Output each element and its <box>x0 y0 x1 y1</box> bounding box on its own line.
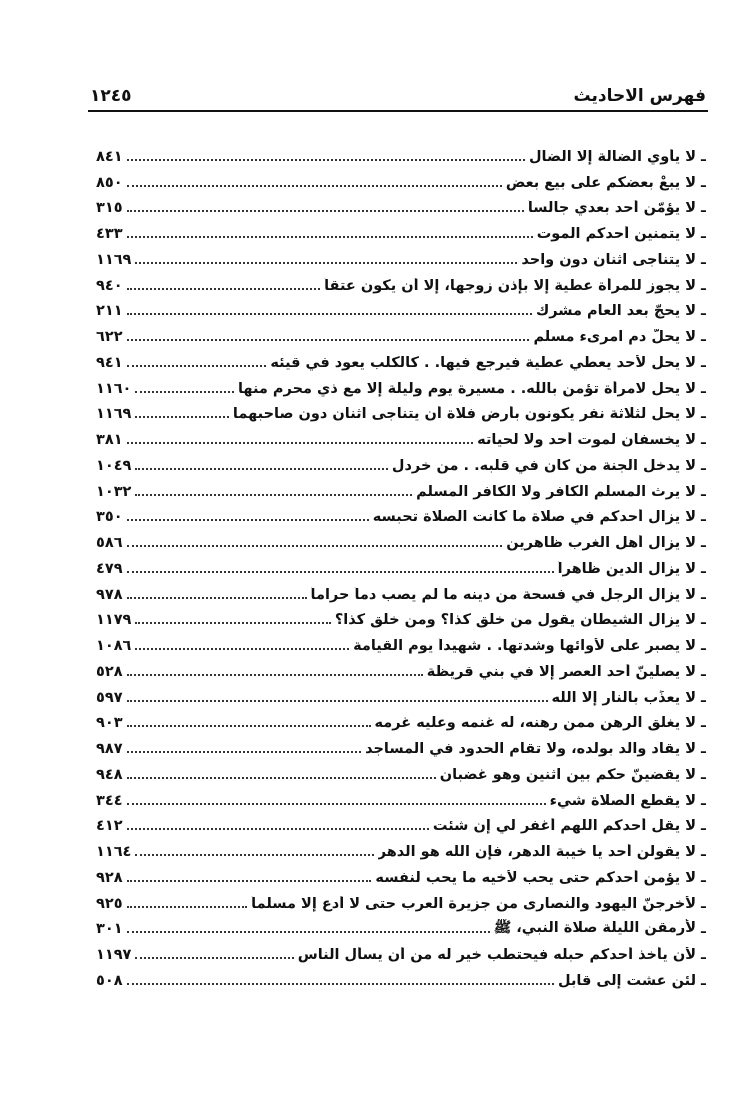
page-reference: ١١٩٧ <box>96 947 132 964</box>
page-reference: ٣١٥ <box>96 200 123 217</box>
list-item <box>96 891 706 917</box>
list-item <box>96 711 706 737</box>
hadith-text: لا يقولن أحد يا خيبة الدهر، فإن الله هو الدهر <box>377 844 697 861</box>
entry-dash: ـ <box>701 921 706 938</box>
hadith-text: لا يحل لثلاثة نفر يكونون بأرض فلاة أن يتناجى اثنان دون صاحبهما <box>232 406 697 423</box>
hadith-text: لأرمقن الليلة صلاة النبي، ﷺ <box>493 919 697 936</box>
hadith-text: لا يزال أحدكم في صلاة ما كانت الصلاة تحبسه <box>372 509 697 526</box>
page-reference: ١١٦٩ <box>96 251 132 268</box>
list-item <box>96 479 706 505</box>
dot-leader <box>135 854 373 856</box>
dot-leader <box>127 880 372 882</box>
dot-leader <box>127 185 502 187</box>
dot-leader <box>127 339 530 341</box>
page-reference: ٣٠١ <box>96 921 123 938</box>
dot-leader <box>127 236 533 238</box>
entry-dash: ـ <box>701 818 706 835</box>
dot-leader <box>127 597 307 599</box>
dot-leader <box>127 931 490 933</box>
entry-dash: ـ <box>701 792 706 809</box>
list-item <box>96 453 706 479</box>
dot-leader <box>127 288 321 290</box>
dot-leader <box>127 803 546 805</box>
dot-leader <box>127 906 248 908</box>
entry-dash: ـ <box>701 844 706 861</box>
page-reference: ٥٩٧ <box>96 689 123 706</box>
page-reference: ٩٤١ <box>96 354 123 371</box>
entry-dash: ـ <box>701 638 706 655</box>
dot-leader <box>127 313 532 315</box>
page-number: ١٢٤٥ <box>90 86 132 106</box>
page-reference: ٥٨٦ <box>96 535 123 552</box>
entry-dash: ـ <box>701 689 706 706</box>
list-item <box>96 685 706 711</box>
page-reference: ٩٤٠ <box>96 277 123 294</box>
page-reference: ٣٤٤ <box>96 792 123 809</box>
list-item <box>96 788 706 814</box>
dot-leader <box>135 648 349 650</box>
dot-leader <box>127 751 362 753</box>
page-reference: ٣٥٠ <box>96 509 123 526</box>
dot-leader <box>127 545 503 547</box>
list-item <box>96 736 706 762</box>
hadith-text: لا يقل أحدكم اللهم أغفر لي إن شئت <box>432 818 697 835</box>
page-reference: ٨٤١ <box>96 148 123 165</box>
hadith-text: لا يتناجى اثنان دون واحد <box>521 251 697 268</box>
hadith-text: لا يزال الدين ظاهراً <box>557 560 697 577</box>
list-item <box>96 299 706 325</box>
dot-leader <box>135 391 234 393</box>
entry-dash: ـ <box>701 560 706 577</box>
hadith-text: لئن عشت إلى قابل <box>558 972 697 989</box>
list-item <box>96 839 706 865</box>
entry-dash: ـ <box>701 329 706 346</box>
hadith-text: لا يخسفان لموت أحد ولا لحياته <box>477 432 697 449</box>
list-item <box>96 196 706 222</box>
dot-leader <box>127 571 554 573</box>
list-item <box>96 582 706 608</box>
hadith-text: لا يزال الشيطان يقول من خلق كذا؟ ومن خلق كذا؟ <box>334 612 697 629</box>
list-item <box>96 865 706 891</box>
page-reference: ٤١٢ <box>96 818 123 835</box>
page-reference: ٥٢٨ <box>96 663 123 680</box>
entry-dash: ـ <box>701 586 706 603</box>
entry-dash: ـ <box>701 483 706 500</box>
page-reference: ٩٤٨ <box>96 766 123 783</box>
page-reference: ٢١١ <box>96 303 123 320</box>
hadith-text: لا يصبر على لأوائها وشدتها. . شهيداً يوم القيامة <box>353 638 697 655</box>
entry-dash: ـ <box>701 457 706 474</box>
hadith-text: لا يدخل الجنة من كان في قلبه. . من خردل <box>391 457 697 474</box>
entry-dash: ـ <box>701 663 706 680</box>
page-reference: ٩٢٨ <box>96 869 123 886</box>
entry-dash: ـ <box>701 509 706 526</box>
hadith-text: لا يحجّ بعد العام مشرك <box>535 303 697 320</box>
hadith-text: لا يحل لامرأة تؤمن بالله. . مسيرة يوم وليلة إلا مع ذي محرم منها <box>237 380 697 397</box>
list-item <box>96 247 706 273</box>
list-item <box>96 505 706 531</box>
dot-leader <box>135 494 412 496</box>
list-item <box>96 814 706 840</box>
dot-leader <box>127 777 436 779</box>
list-item <box>96 968 706 994</box>
page-title: فهرس الاحاديث <box>573 86 706 106</box>
hadith-text: لا يقاد والد بولده، ولا تقام الحدود في المساجد <box>365 741 697 758</box>
entry-dash: ـ <box>701 380 706 397</box>
dot-leader <box>127 159 525 161</box>
hadith-text: لا يزال أهل الغرب ظاهرين <box>506 535 697 552</box>
dot-leader <box>135 468 388 470</box>
page-header <box>90 76 706 106</box>
hadith-text: لا يحلّ دم امرىء مسلم <box>533 329 697 346</box>
list-item <box>96 144 706 170</box>
hadith-text: لا يزال الرجل في فسحة من دينه ما لم يصب دماً حراماً <box>310 586 697 603</box>
page-reference: ١١٦٠ <box>96 380 132 397</box>
dot-leader <box>127 365 267 367</box>
list-item <box>96 633 706 659</box>
list-item <box>96 942 706 968</box>
hadith-text: لا يرث المسلم الكافر ولا الكافر المسلم <box>416 483 697 500</box>
list-item <box>96 221 706 247</box>
entry-dash: ـ <box>701 251 706 268</box>
dot-leader <box>135 622 330 624</box>
page-reference: ١٠٣٢ <box>96 483 132 500</box>
dot-leader <box>127 725 371 727</box>
page-reference: ١١٦٩ <box>96 406 132 423</box>
entry-dash: ـ <box>701 612 706 629</box>
hadith-text: لأخرجنّ اليهود والنصارى من جزيرة العرب حتى لا أدع إلا مسلماً <box>251 895 697 912</box>
entry-dash: ـ <box>701 354 706 371</box>
dot-leader <box>135 957 293 959</box>
hadith-text: لا يعذِّب بالنار إلا الله <box>551 689 697 706</box>
hadith-text: لا يصلِّينّ أحد العصر إلا في بني قريظة <box>426 663 697 680</box>
list-item <box>96 402 706 428</box>
entry-dash: ـ <box>701 174 706 191</box>
header-rule <box>88 110 708 112</box>
list-item <box>96 556 706 582</box>
dot-leader <box>127 700 548 702</box>
list-item <box>96 762 706 788</box>
dot-leader <box>127 442 474 444</box>
list-item <box>96 170 706 196</box>
list-item <box>96 273 706 299</box>
page-reference: ٣٨١ <box>96 432 123 449</box>
hadith-text: لا يقضينّ حكم بين اثنين وهو غضبان <box>439 766 697 783</box>
page-reference: ٥٠٨ <box>96 972 123 989</box>
page-reference: ٦٢٢ <box>96 329 123 346</box>
entry-dash: ـ <box>701 226 706 243</box>
hadith-text: لا يؤمّن أحد بعدي جالساً <box>527 200 697 217</box>
hadith-text: لا يؤمن أحدكم حتى يحب لأخيه ما يحب لنفسه <box>375 869 697 886</box>
entry-dash: ـ <box>701 947 706 964</box>
dot-leader <box>127 983 554 985</box>
hadith-text: لا يحل لأحد يعطي عطية فيرجع فيها. . كالكلب يعود في قيئه <box>270 354 697 371</box>
list-item <box>96 917 706 943</box>
entry-dash: ـ <box>701 200 706 217</box>
hadith-text: لا يبعْ بعضكم على بيع بعض <box>505 174 697 191</box>
dot-leader <box>135 416 229 418</box>
page-reference: ١١٦٤ <box>96 844 132 861</box>
list-item <box>96 659 706 685</box>
dot-leader <box>127 674 423 676</box>
hadith-text: لا يتمنين أحدكم الموت <box>536 226 697 243</box>
entry-dash: ـ <box>701 869 706 886</box>
page-reference: ٤٣٣ <box>96 226 123 243</box>
hadith-text: لا يجوز للمرأة عطية إلا بإذن زوجها، إلا أن يكون عتقاً <box>324 277 697 294</box>
page-reference: ٨٥٠ <box>96 174 123 191</box>
hadith-text: لا يقطع الصلاة شيء <box>549 792 697 809</box>
list-item <box>96 350 706 376</box>
entry-dash: ـ <box>701 303 706 320</box>
entry-dash: ـ <box>701 715 706 732</box>
hadith-text: لا يأوي الضالة إلا الضال <box>528 148 697 165</box>
page-reference: ٩٢٥ <box>96 895 123 912</box>
page-reference: ١٠٨٦ <box>96 638 132 655</box>
dot-leader <box>127 828 429 830</box>
entry-dash: ـ <box>701 406 706 423</box>
list-item <box>96 608 706 634</box>
dot-leader <box>135 262 517 264</box>
hadith-text: لا يغلق الرهن ممن رهنه، له غنمه وعليه غرمه <box>374 715 697 732</box>
page-reference: ٩٨٧ <box>96 741 123 758</box>
list-item <box>96 376 706 402</box>
entry-dash: ـ <box>701 432 706 449</box>
entry-dash: ـ <box>701 148 706 165</box>
entry-dash: ـ <box>701 277 706 294</box>
hadith-text: لأن يأخذ أحدكم حبله فيحتطب خير له من أن يسأل الناس <box>297 947 697 964</box>
page-reference: ٩٠٣ <box>96 715 123 732</box>
entry-dash: ـ <box>701 895 706 912</box>
list-item <box>96 324 706 350</box>
hadith-index-list <box>96 144 706 994</box>
entry-dash: ـ <box>701 972 706 989</box>
entry-dash: ـ <box>701 535 706 552</box>
page-reference: ٤٧٩ <box>96 560 123 577</box>
entry-dash: ـ <box>701 741 706 758</box>
list-item <box>96 427 706 453</box>
dot-leader <box>127 210 524 212</box>
page-reference: ١٠٤٩ <box>96 457 132 474</box>
list-item <box>96 530 706 556</box>
dot-leader <box>127 519 369 521</box>
page-reference: ١١٧٩ <box>96 612 132 629</box>
page-reference: ٩٧٨ <box>96 586 123 603</box>
entry-dash: ـ <box>701 766 706 783</box>
